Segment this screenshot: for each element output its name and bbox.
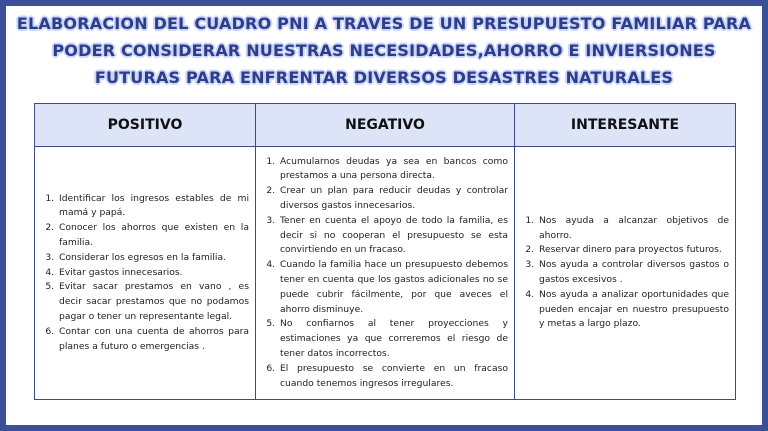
list-item: 4. Nos ayuda a analizar oportunidades que pueden encajar en nuestro presupuesto y metas a largo plazo. <box>537 288 729 332</box>
header-negativo: NEGATIVO <box>256 104 515 147</box>
title-line-3: FUTURAS PARA ENFRENTAR DIVERSOS DESASTRES NATURALES <box>94 68 674 87</box>
list-item: 1. Acumularnos deudas ya sea en bancos como prestamos a una persona directa. <box>278 155 508 185</box>
list-item: 4. Evitar gastos innecesarios. <box>57 266 249 281</box>
list-item: 1. Nos ayuda a alcanzar objetivos de ahorro. <box>537 214 729 244</box>
list-item: 2. Conocer los ahorros que existen en la familia. <box>57 221 249 251</box>
page-title <box>14 10 754 91</box>
list-item: 6. Contar con una cuenta de ahorros para planes a futuro o emergencias . <box>57 325 249 355</box>
positivo-list <box>39 192 249 355</box>
pni-table <box>34 103 736 400</box>
list-item: 5. No confiarnos al tener proyecciones y estimaciones ya que correremos el riesgo de tener datos incorrectos. <box>278 317 508 361</box>
content-row <box>35 147 736 400</box>
list-item: 3. Tener en cuenta el apoyo de todo la familia, es decir si no cooperan el presupuesto se esta convirtiendo en un fracaso. <box>278 214 508 258</box>
list-item: 2. Crear un plan para reducir deudas y controlar diversos gastos innecesarios. <box>278 184 508 214</box>
title-line-2: PODER CONSIDERAR NUESTRAS NECESIDADES,AHORRO E INVIERSIONES <box>52 41 716 60</box>
positivo-cell <box>35 147 256 400</box>
negativo-list <box>260 155 508 392</box>
list-item: 3. Considerar los egresos en la familia. <box>57 251 249 266</box>
header-interesante: INTERESANTE <box>515 104 736 147</box>
list-item: 3. Nos ayuda a controlar diversos gastos o gastos excesivos . <box>537 258 729 288</box>
list-item: 1. Identificar los ingresos estables de mi mamá y papá. <box>57 192 249 222</box>
list-item: 5. Evitar sacar prestamos en vano , es decir sacar prestamos que no podamos pagar o tener un representante legal. <box>57 280 249 324</box>
interesante-cell <box>515 147 736 400</box>
header-row <box>35 104 736 147</box>
list-item: 2. Reservar dinero para proyectos futuros. <box>537 243 729 258</box>
header-positivo: POSITIVO <box>35 104 256 147</box>
title-line-1: ELABORACION DEL CUADRO PNI A TRAVES DE UN PRESUPUESTO FAMILIAR PARA <box>16 14 752 33</box>
list-item: 4. Cuando la familia hace un presupuesto debemos tener en cuenta que los gastos adicionales no se puede cubrir fácilmente, por que aveces el ahorro disminuye. <box>278 258 508 317</box>
interesante-list <box>519 214 729 332</box>
list-item: 6. El presupuesto se convierte en un fracaso cuando tenemos ingresos irregulares. <box>278 362 508 392</box>
negativo-cell <box>256 147 515 400</box>
